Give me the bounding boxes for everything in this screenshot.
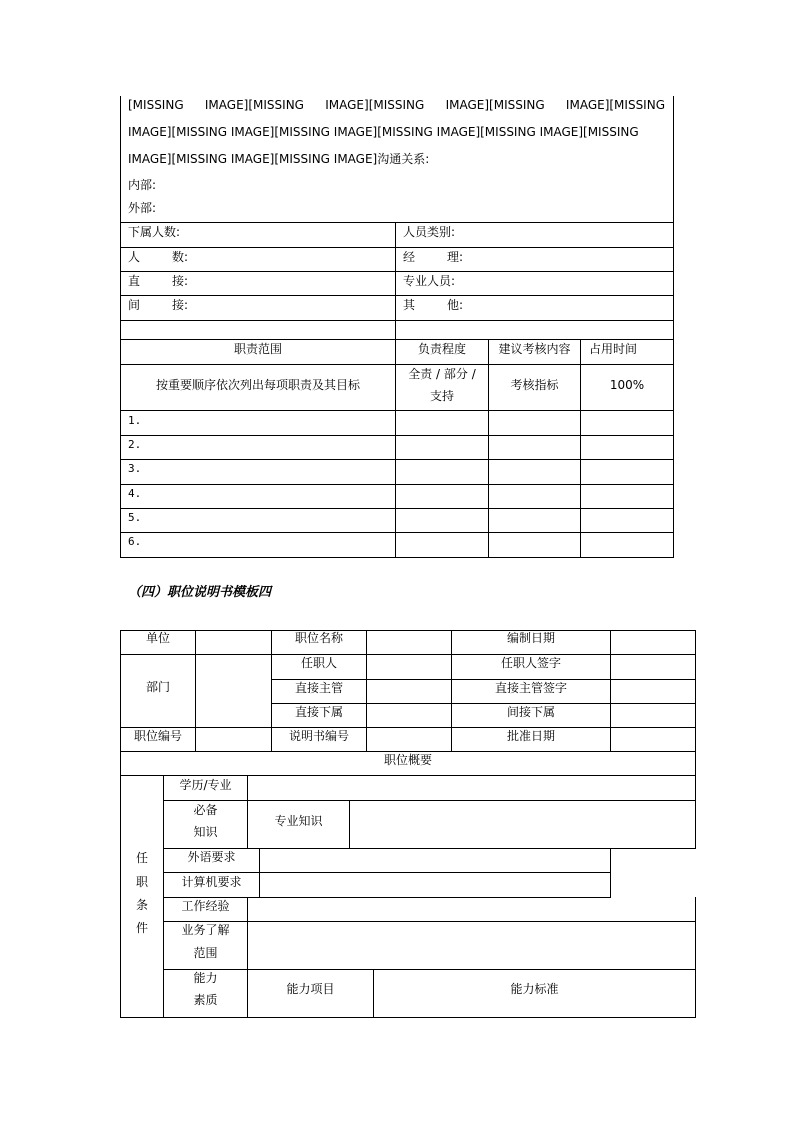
- professional-label: 专业人员:: [403, 274, 456, 288]
- ability-label-2: 素质: [193, 993, 218, 1007]
- unit-label: 单位: [145, 631, 170, 645]
- supervisor-sign-label: 直接主管签字: [494, 681, 567, 695]
- col-header-time: 占用时间: [588, 342, 637, 356]
- missing-image-line-1: [MISSING IMAGE][MISSING IMAGE][MISSING IMAGE][MISSING IMAGE][MISSING: [128, 98, 665, 112]
- manager-label-b: 理:: [447, 250, 464, 264]
- doc-code-label: 说明书编号: [288, 729, 349, 743]
- requirements-char: 条: [135, 898, 148, 912]
- count-label-b: 数:: [172, 250, 189, 264]
- direct-supervisor-label: 直接主管: [294, 681, 343, 695]
- overview-label: 职位概要: [383, 753, 432, 767]
- duty-row-number: 3.: [128, 462, 142, 475]
- duty-row-number: 5.: [128, 511, 142, 524]
- computer-label: 计算机要求: [181, 875, 242, 889]
- position-code-label: 职位编号: [133, 729, 182, 743]
- professional-knowledge-label: 专业知识: [274, 814, 323, 828]
- other-label-b: 他:: [447, 298, 464, 312]
- col-header-degree: 负责程度: [417, 342, 466, 356]
- subordinates-label: 下属人数:: [128, 225, 181, 239]
- external-label: 外部:: [128, 201, 157, 215]
- department-label: 部门: [145, 680, 170, 694]
- table1-border-left: [120, 96, 121, 558]
- experience-label: 工作经验: [181, 899, 230, 913]
- business-scope-label-2: 范围: [193, 946, 218, 960]
- incumbent-label: 任职人: [300, 656, 337, 670]
- duty-row-number: 1.: [128, 414, 142, 427]
- direct-label-b: 接:: [172, 274, 189, 288]
- direct-label-a: 直: [128, 274, 141, 288]
- missing-image-line-3: IMAGE][MISSING IMAGE][MISSING IMAGE]沟通关系:: [128, 152, 430, 166]
- position-name-label: 职位名称: [294, 631, 343, 645]
- duty-row-number: 6.: [128, 535, 142, 548]
- sub-header-assess: 考核指标: [510, 378, 559, 392]
- requirements-char: 任: [135, 851, 148, 865]
- required-knowledge-label-1: 必备: [193, 803, 218, 817]
- indirect-label-b: 接:: [172, 298, 189, 312]
- ability-label-1: 能力: [193, 971, 218, 985]
- business-scope-label-1: 业务了解: [181, 923, 230, 937]
- ability-standard-label: 能力标准: [510, 982, 559, 996]
- col-header-assess: 建议考核内容: [498, 342, 571, 356]
- required-knowledge-label-2: 知识: [193, 825, 218, 839]
- requirements-char: 件: [135, 921, 148, 935]
- requirements-char: 职: [135, 875, 148, 889]
- approve-date-label: 批准日期: [506, 729, 555, 743]
- prep-date-label: 编制日期: [506, 631, 555, 645]
- section-title: （四）职位说明书模板四: [128, 585, 272, 600]
- education-label: 学历/专业: [179, 778, 232, 792]
- direct-subordinate-label: 直接下属: [294, 705, 343, 719]
- count-label-a: 人: [128, 250, 141, 264]
- sub-header-degree-1: 全责 / 部分 /: [408, 367, 476, 381]
- duty-row-number: 4.: [128, 487, 142, 500]
- internal-label: 内部:: [128, 178, 157, 192]
- other-label-a: 其: [403, 298, 416, 312]
- sub-header-degree-2: 支持: [429, 389, 454, 403]
- manager-label-a: 经: [403, 250, 416, 264]
- indirect-label-a: 间: [128, 298, 141, 312]
- staff-type-label: 人员类别:: [403, 225, 456, 239]
- indirect-subordinate-label: 间接下属: [506, 705, 555, 719]
- sub-header-time: 100%: [609, 378, 645, 392]
- table1-border-right: [673, 96, 674, 558]
- duty-row-number: 2.: [128, 438, 142, 451]
- col-header-scope: 职责范围: [233, 342, 282, 356]
- ability-item-label: 能力项目: [286, 982, 335, 996]
- sub-header-scope: 按重要顺序依次列出每项职责及其目标: [155, 378, 360, 392]
- language-label: 外语要求: [187, 850, 236, 864]
- missing-image-line-2: IMAGE][MISSING IMAGE][MISSING IMAGE][MISSING IMAGE][MISSING IMAGE][MISSING: [128, 125, 639, 139]
- incumbent-sign-label: 任职人签字: [500, 656, 561, 670]
